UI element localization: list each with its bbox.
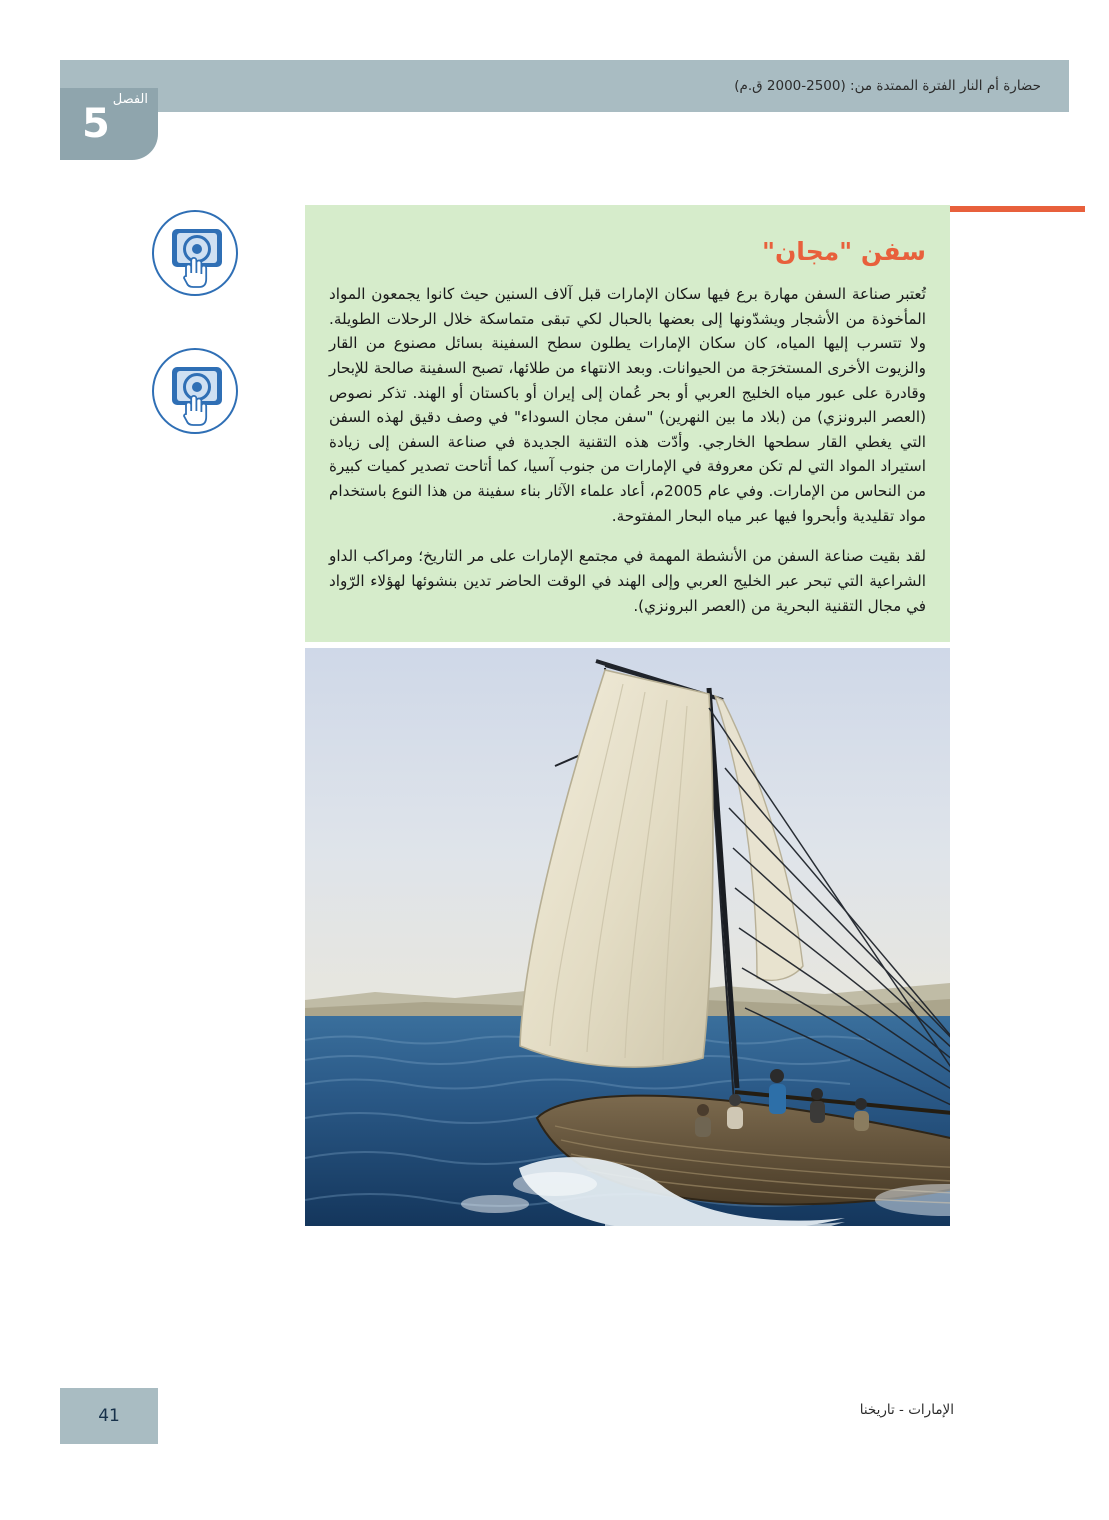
interactive-touch-icon-1[interactable] bbox=[152, 210, 238, 296]
chapter-tab bbox=[60, 88, 158, 160]
photo-illustration bbox=[305, 648, 950, 1226]
page-number-tab bbox=[60, 1388, 158, 1444]
interactive-icon-column bbox=[142, 210, 238, 486]
chapter-label: الفصل bbox=[112, 92, 148, 107]
body-paragraph-2: لقد بقيت صناعة السفن من الأنشطة المهمة في مجتمع الإمارات على مر التاريخ؛ ومراكب الداو الشراعية التي تبحر عبر الخليج العربي وإلى الهند في الوقت الحاضر تدين بنشوئها لهؤلاء الرّواد في مجال التقنية البحرية من (العصر البرونزي). bbox=[329, 547, 926, 615]
dhow-photograph bbox=[305, 648, 950, 1226]
body-paragraph-1: تُعتبر صناعة السفن مهارة برع فيها سكان الإمارات قبل آلاف السنين حيث كانوا يجمعون المواد المأخوذة من الأشجار ويشدّونها إلى بعضها بالحبال لكي تبقى متماسكة خلال الرحلات الطويلة. ولا تتسرب إليها المياه، كان سكان الإمارات يطلون سطح السفينة بسائل مصنوع من القار والزيوت الأخرى المستخرَجة من الحيوانات. وبعد الانتهاء من طلائها، تصبح السفينة صالحة للإبحار وقادرة على عبور مياه الخليج العربي أو بحر عُمان إلى إيران أو باكستان أو الهند. تذكر نصوص (العصر البرونزي) من (بلاد ما بين النهرين) "سفن مجان السوداء" في وصف دقيق لهذه السفن التي يغطي القار سطحها الخارجي. وأدّت هذه التقنية الجديدة في صناعة السفن إلى زيادة استيراد المواد التي لم تكن معروفة في الإمارات من جنوب آسيا، كما أتاحت تصدير كميات كبيرة من النحاس من الإمارات. وفي عام 2005م، أعاد علماء الآثار بناء سفينة من هذا النوع باستخدام مواد تقليدية وأبحروا فيها عبر مياه البحار المفتوحة. bbox=[329, 285, 926, 525]
title-accent-rule bbox=[930, 206, 1085, 212]
pointing-hand-icon bbox=[178, 394, 212, 428]
running-head: حضارة أم النار الفترة الممتدة من: (2500-2000 ق.م) bbox=[734, 78, 1041, 94]
content-panel bbox=[305, 205, 950, 642]
footer-book-line: الإمارات - تاريخنا bbox=[859, 1402, 954, 1418]
page-number: 41 bbox=[98, 1406, 120, 1426]
section-title: سفن "مجان" bbox=[761, 237, 926, 266]
page-header-band bbox=[60, 60, 1069, 112]
interactive-touch-icon-2[interactable] bbox=[152, 348, 238, 434]
pointing-hand-icon bbox=[178, 256, 212, 290]
chapter-number: 5 bbox=[82, 101, 110, 147]
